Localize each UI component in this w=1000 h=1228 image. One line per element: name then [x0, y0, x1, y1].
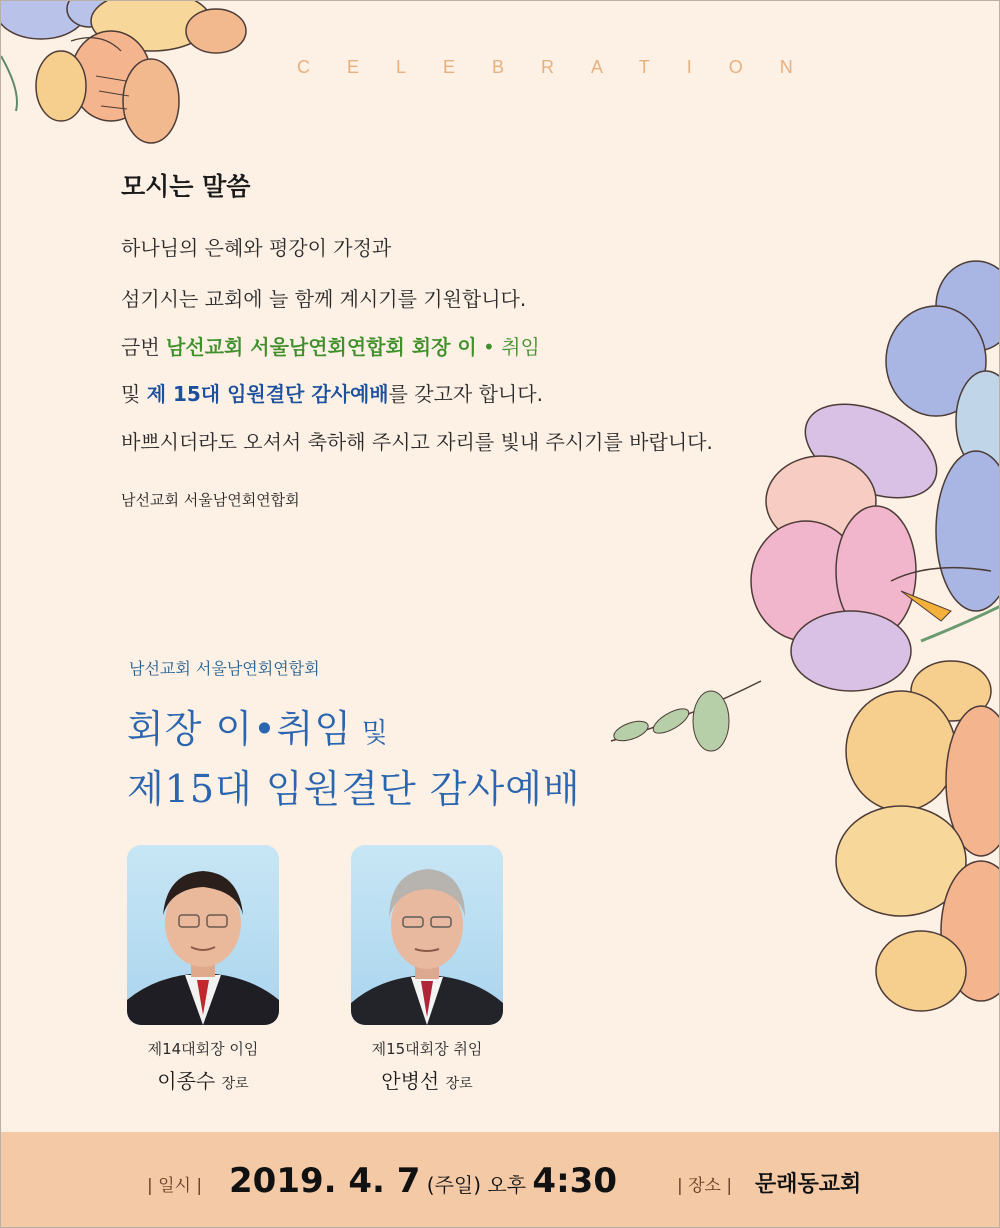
invitation-line-4 [121, 378, 543, 407]
line4-prefix: 및 [121, 382, 147, 406]
event-venue: 문래동교회 [755, 1172, 862, 1197]
portrait-outgoing-president [127, 845, 279, 1025]
event-date [229, 1161, 617, 1201]
invitation-line-2: 섬기시는 교회에 늘 함께 계시기를 기원합니다. [121, 287, 527, 311]
flower-top-left-decoration [1, 1, 261, 171]
invitation-line-3 [121, 331, 540, 360]
person-1-name [103, 1065, 303, 1094]
line4-suffix: 를 갖고자 합니다. [388, 382, 543, 406]
place-label: | 장소 | [677, 1176, 733, 1196]
invitation-line-1: 하나님의 은혜와 평강이 가정과 [121, 236, 392, 260]
line3-highlight: 남선교회 서울남연회연합회 회장 이 [166, 335, 477, 359]
person-1-title: 장로 [221, 1076, 249, 1092]
person-1-role: 제14대회장 이임 [147, 1040, 259, 1058]
event-title-small: 및 [352, 718, 389, 749]
person-2-role: 제15대회장 취임 [371, 1040, 483, 1058]
event-organization: 남선교회 서울남연회연합회 [129, 659, 320, 678]
line4-highlight: 제 15대 임원결단 감사예배 [146, 382, 389, 406]
line3-prefix: 금번 [121, 335, 166, 359]
event-date-main: 2019. 4. 7 [229, 1161, 421, 1201]
event-title-main: 회장 이•취임 [127, 707, 353, 751]
event-title-line-1 [127, 698, 389, 753]
person-2-name-text: 안병선 [381, 1069, 440, 1093]
celebration-header: CELEBRATION [297, 57, 830, 77]
person-2-title: 장로 [445, 1076, 473, 1092]
line3-dot: • [476, 335, 502, 359]
event-title-line-2: 제15대 임원결단 감사예배 [127, 767, 581, 811]
invitation-signature: 남선교회 서울남연회연합회 [121, 491, 300, 509]
event-time: 4:30 [532, 1161, 617, 1201]
line3-suffix: 취임 [501, 335, 540, 359]
invitation-heading: 모시는 말씀 [121, 172, 251, 201]
person-1-name-text: 이종수 [157, 1069, 216, 1093]
date-label: | 일시 | [147, 1176, 203, 1196]
portrait-incoming-president [351, 845, 503, 1025]
event-date-day: (주일) 오후 [420, 1173, 533, 1197]
person-photo [351, 845, 503, 1025]
person-2-name [327, 1065, 527, 1094]
flower-right-decoration [591, 251, 1000, 1031]
invitation-line-5: 바쁘시더라도 오셔서 축하해 주시고 자리를 빛내 주시기를 바랍니다. [121, 430, 713, 454]
person-photo [127, 845, 279, 1025]
